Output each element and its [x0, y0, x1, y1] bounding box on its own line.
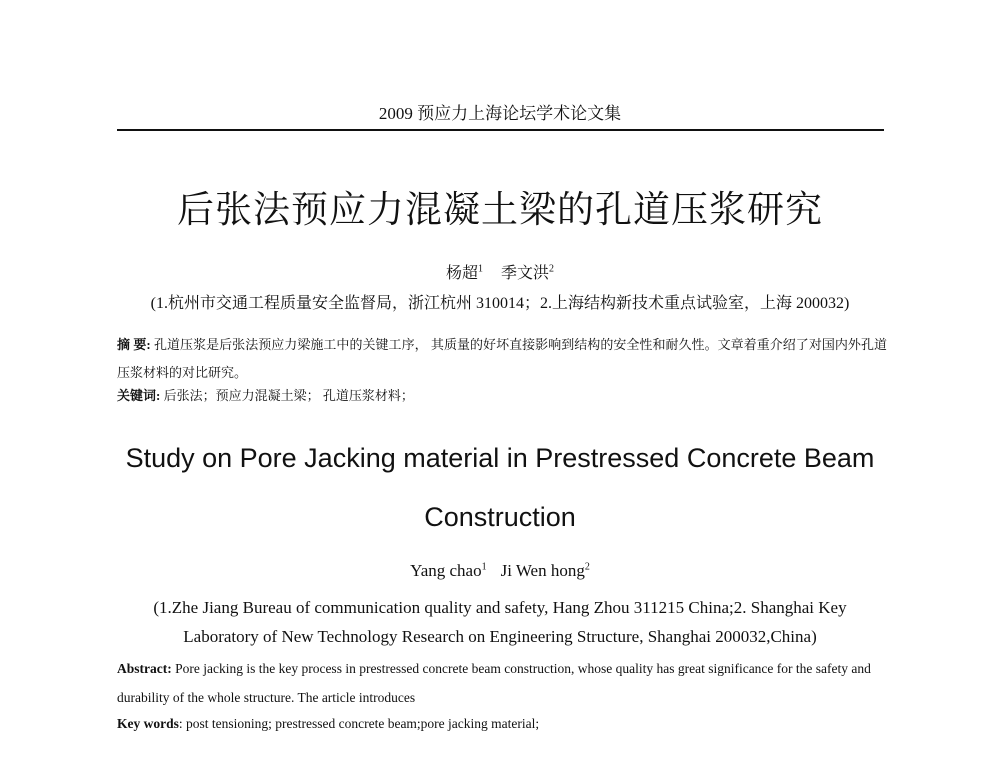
- header-rule: [117, 129, 884, 131]
- author-name: Ji Wen hong: [500, 561, 585, 580]
- keywords-label: 关键词:: [117, 388, 161, 403]
- keywords-text: 后张法；预应力混凝土梁； 孔道压浆材料；: [163, 388, 414, 403]
- affiliation-line: (1.Zhe Jiang Bureau of communication quality and safety, Hang Zhou 311215 China;2. Shanghai Key: [153, 598, 847, 617]
- abstract-label: Abstract:: [117, 661, 172, 676]
- english-authors: [0, 560, 1000, 582]
- english-title-line-2: Construction: [424, 502, 576, 532]
- abstract-text: 孔道压浆是后张法预应力梁施工中的关键工序， 其质量的好坏直接影响到结构的安全性和耐久性。文章着重介绍了对国内外孔道压浆材料的对比研究。: [117, 337, 887, 380]
- english-keywords: [117, 714, 892, 734]
- english-affiliation: [0, 593, 1000, 651]
- english-title-line-1: Study on Pore Jacking material in Prestressed Concrete Beam: [125, 443, 875, 473]
- keywords-label: Key words: [117, 716, 179, 731]
- chinese-keywords: [117, 386, 887, 406]
- affiliation-line: Laboratory of New Technology Research on Engineering Structure, Shanghai 200032,China): [183, 627, 817, 646]
- author-affil-marker: 2: [549, 263, 555, 275]
- keywords-text: : post tensioning; prestressed concrete beam;pore jacking material;: [178, 716, 540, 731]
- author-affil-marker: 1: [478, 263, 483, 275]
- author-name: Yang chao: [410, 561, 482, 580]
- chinese-authors: [0, 264, 1000, 284]
- chinese-title: 后张法预应力混凝土梁的孔道压浆研究: [177, 188, 823, 231]
- chinese-abstract: [117, 331, 887, 387]
- abstract-label: 摘 要:: [117, 337, 151, 352]
- chinese-affiliation: (1.杭州市交通工程质量安全监督局，浙江杭州 310014；2.上海结构新技术重点试验室，上海 200032): [150, 295, 850, 312]
- abstract-text: Pore jacking is the key process in prestressed concrete beam construction, whose quality has great significance for the safety and durability of the whole structure. The article introduces: [117, 661, 871, 705]
- author-name: 杨超: [445, 265, 478, 282]
- english-abstract: [117, 654, 892, 712]
- author-name: 季文洪: [501, 265, 550, 282]
- running-header: 2009 预应力上海论坛学术论文集: [378, 104, 622, 123]
- author-affil-marker: 2: [584, 561, 590, 573]
- author-affil-marker: 1: [481, 561, 487, 573]
